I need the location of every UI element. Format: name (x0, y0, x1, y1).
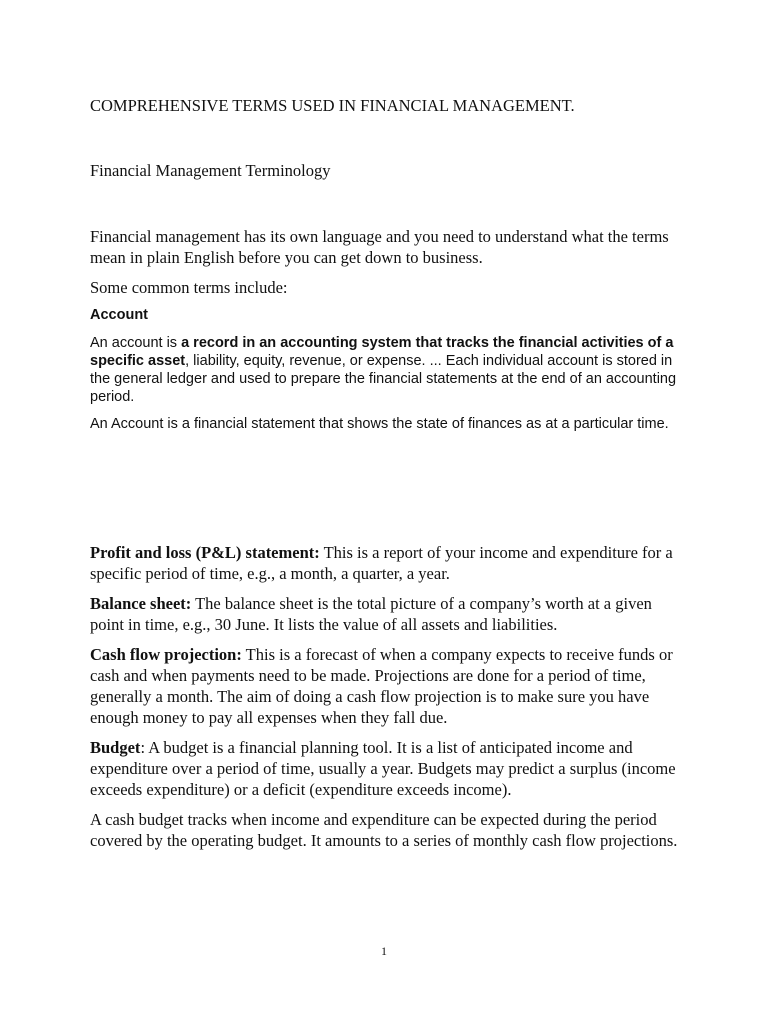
term-paragraph-balance-sheet (90, 593, 680, 635)
term-label: Budget (90, 738, 141, 757)
account-paragraph-2: An Account is a financial statement that shows the state of finances as at a particular time. (90, 416, 669, 432)
term-definition: : A budget is a financial planning tool. It is a list of anticipated income and expenditure over a period of time, usually a year. Budgets may predict a surplus (income exceeds expenditure) or a deficit (expenditure exceeds income). (90, 738, 676, 799)
account-title: Account (90, 307, 148, 323)
term-paragraph-pl (90, 542, 680, 584)
account-p1-bold: a record in an accounting system that tracks the financial activities of a specific asset (90, 335, 674, 369)
term-label: Cash flow projection: (90, 645, 242, 664)
intro-paragraph: Financial management has its own language and you need to understand what the terms mean in plain English before you can get down to business. (90, 227, 669, 267)
term-paragraph-budget (90, 737, 680, 800)
term-definition: This is a report of your income and expenditure for a specific period of time, e.g., a month, a quarter, a year. (90, 543, 673, 583)
document-heading: COMPREHENSIVE TERMS USED IN FINANCIAL MANAGEMENT. (90, 96, 575, 115)
document-subheading: Financial Management Terminology (90, 161, 331, 180)
term-paragraph-cash-flow (90, 644, 680, 728)
common-terms-line: Some common terms include: (90, 278, 288, 297)
term-label: Balance sheet: (90, 594, 192, 613)
term-definition: The balance sheet is the total picture of a company’s worth at a given point in time, e.g., 30 June. It lists the value of all assets and liabilities. (90, 594, 652, 634)
account-p1-lead: An account is (90, 335, 182, 351)
page-number: 1 (381, 944, 387, 958)
account-p1-rest: , liability, equity, revenue, or expense. ... Each individual account is stored in the general ledger and used to prepare the financial statements at the end of an accounting period. (90, 353, 677, 405)
cash-budget-paragraph: A cash budget tracks when income and expenditure can be expected during the period covered by the operating budget. It amounts to a series of monthly cash flow projections. (90, 810, 678, 850)
term-label: Profit and loss (P&L) statement: (90, 543, 320, 562)
account-paragraph-1 (90, 334, 680, 406)
term-definition: This is a forecast of when a company expects to receive funds or cash and when payments need to be made. Projections are done for a period of time, generally a month. The aim of doing a cash flow projection is to make sure you have enough money to pay all expenses when they fall due. (90, 645, 673, 727)
